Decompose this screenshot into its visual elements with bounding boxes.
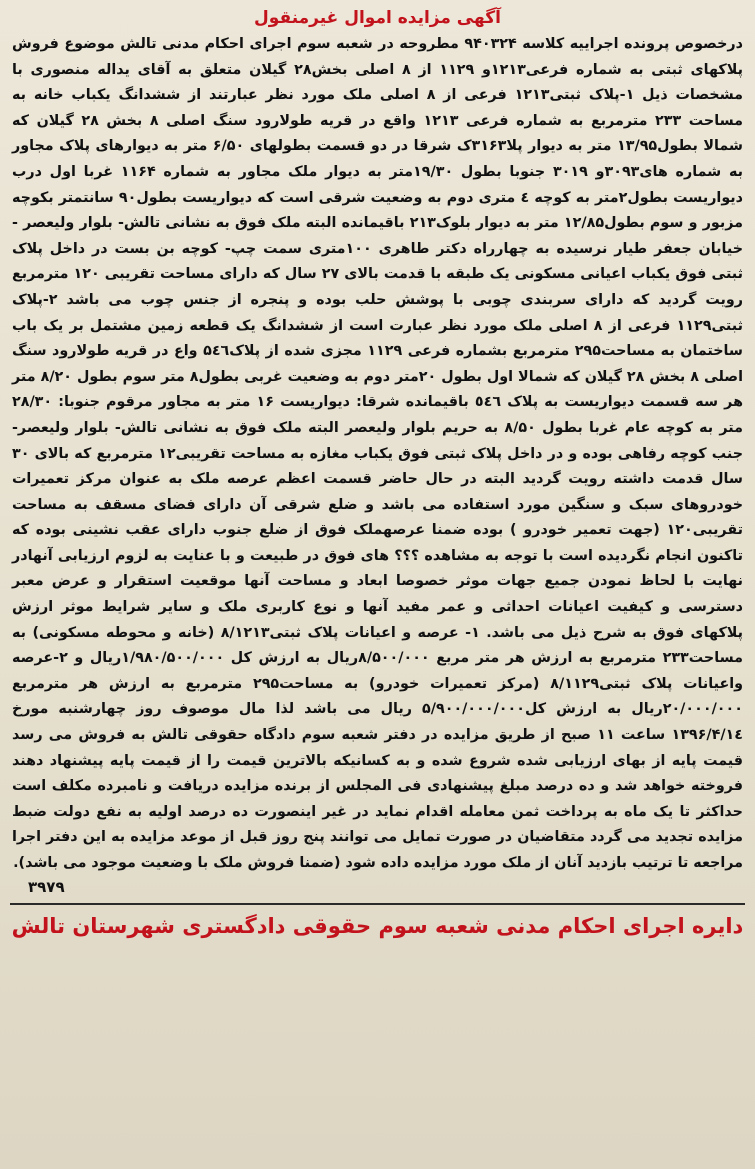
notice-body: درخصوص پرونده اجراییه کلاسه ۹۴۰۳۲۴ مطروحه در شعبه سوم اجرای احکام مدنی تالش موضوع فروش پلاکهای ثبتی به شماره فرعی۱۲۱۳و ۱۱۲۹ از ۸ اصلی بخش۲۸ گیلان متعلق به آقای یداله منصوری با مشخصات ذیل ۱-پلاک ثبتی۱۲۱۳ فرعی از ۸ اصلی ملک مورد نظر عبارتند از ششدانگ یکباب خانه به مساحت ۲۳۳ مترمربع به شماره فرعی ۱۲۱۳ واقع در قریه طولارود سنگ اصلی ۸ بخش ۲۸ گیلان که شمالا بطول۱۳/۹۵ متر به دیوار پلا۳۱۶۳ک شرقا در دو قسمت بطولهای ۶/۵۰ متر به دیوارهای پلاک مجاور به شماره های۳۰۹۳و ۳۰۱۹ جنوبا بطول ۱۹/۳۰متر به دیوار ملک مجاور به شماره ۱۱۶۴ غربا اول درب دیواریست بطول۲متر به کوچه ٤ متری دوم به وضعیت شرقی است که دیواریست بطول۹۰ سانتمتر بکوچه مزبور و سوم بطول۱۲/۸۵ متر به دیوار بلوک۲۱۳ باقیمانده البته ملک فوق به نشانی تالش- بلوار ولیعصر - خیابان جعفر طیار نرسیده به چهارراه دکتر طاهری ۱۰۰متری سمت چپ- کوچه بن بست در داخل پلاک ثبتی فوق یکباب اعیانی مسکونی یک طبقه با قدمت بالای ۲۷ سال که دارای مساحت تقریبی ۱۲۰ مترمربع رویت گردید که دارای سربندی چوبی با پوشش حلب بوده و پنجره از جنس چوب می باشد ۲-پلاک ثبتی۱۱۲۹ فرعی از ۸ اصلی ملک مورد نظر عبارت است از ششدانگ یک قطعه زمین مشتمل بر یک باب ساختمان به مساحت۲۹۵ مترمربع بشماره فرعی ۱۱۲۹ مجزی شده از پلاک۵٤٦ واع در قریه طولارود سنگ اصلی ۸ بخش ۲۸ گیلان که شمالا اول بطول ۲۰متر دوم به وضعیت غربی بطول۸ متر سوم بطول ۸/۲۰ متر هر سه قسمت دیواریست به پلاک ٥٤٦ باقیمانده شرقا: دیواریست ۱۶ متر به مجاور مرقوم جنوبا: ۲۸/۳۰ متر به کوچه عام غربا بطول ۸/۵۰ به حریم بلوار ولیعصر البته ملک فوق به نشانی تالش- بلوار ولیعصر- جنب کوچه رفاهی بوده و در داخل پلاک ثبتی فوق یکباب مغازه به مساحت تقریبی۱۲ مترمربع که بالای ۳۰ سال قدمت داشته رویت گردید البته در حال حاضر قسمت اعظم عرصه ملک به عنوان مرکز تعمیرات خودروهای سبک و سنگین مورد استفاده می باشد و ضلع شرقی آن دارای فضای مسقف به مساحت تقریبی۱۲۰ (جهت تعمیر خودرو ) بوده ضمنا عرصهملک فوق از ضلع جنوب دارای عقب نشینی بوده که تاکنون انجام نگردیده است با توجه به مشاهده ؟؟؟ های فوق در طبیعت و با عنایت به لزوم ارزیابی آنهادر نهایت با لحاظ نمودن جمیع جهات موثر خصوصا ابعاد و مساحت آنها موقعیت استقرار و عرض معبر دسترسی و کیفیت اعیانات احداثی و عمر مفید آنها و نوع کاربری ملک و سایر شرایط موثر ارزش پلاکهای فوق به شرح ذیل می باشد. ۱- عرصه و اعیانات پلاک ثبتی۸/۱۲۱۳ (خانه و محوطه مسکونی) به مساحت۲۳۳ مترمربع به ارزش هر متر مربع ۸/۵۰۰/۰۰۰ریال به ارزش کل ۱/۹۸۰/۵۰۰/۰۰۰ریال و ۲-عرصه واعیانات پلاک ثبتی۸/۱۱۲۹ (مرکز تعمیرات خودرو) به مساحت۲۹۵ مترمربع به ارزش هر مترمربع ۲۰/۰۰۰/۰۰۰ریال به ارزش کل۵/۹۰۰/۰۰۰/۰۰۰ ریال می باشد لذا مال موصوف روز چهارشنبه مورخ ۱۳۹۶/۴/۱٤ ساعت ۱۱ صبح از طریق مزایده در دفتر شعبه سوم دادگاه حقوقی تالش به فروش می رسد قیمت پایه از بهای ارزیابی شده شروع شده و به کسانیکه بالاترین قیمت را از قیمت پایه پیشنهاد دهند فروخته خواهد شد و ده درصد مبلغ پیشنهادی فی المجلس از برنده مزایده دریافت و نامبرده مکلف است حداکثر تا یک ماه به پرداخت ثمن معامله اقدام نماید در غیر اینصورت ده درصد اولیه به نفع دولت ضبط مزایده تجدید می گردد متقاضیان در صورت تمایل می توانند پنج روز قبل از موعد مزایده به این دفتر اجرا مراجعه تا ترتیب بازدید آنان از ملک مورد مزایده داده شود (ضمنا فروش ملک با وضعیت موجود می باشد). — [12, 36, 744, 871]
divider — [10, 903, 745, 905]
notice-title: آگهی مزایده اموال غیرمنقول — [254, 8, 501, 28]
reference-number: ۳۹۷۹ — [28, 877, 65, 896]
issuer-footer: دایره اجرای احکام مدنی شعبه سوم حقوقی دادگستری شهرستان تالش — [11, 913, 744, 938]
